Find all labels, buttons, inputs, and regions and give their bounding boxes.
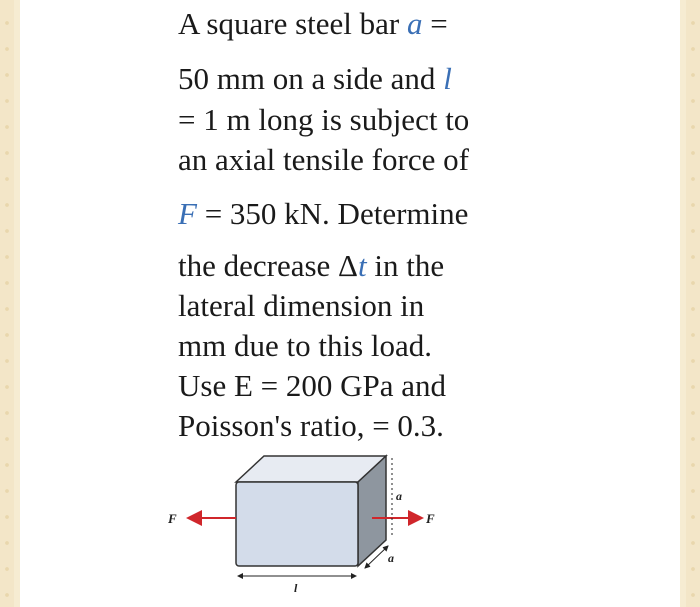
bar-figure	[160, 450, 450, 595]
left-decorative-border	[0, 0, 14, 607]
force-left-label: F	[168, 511, 177, 526]
force-right-label: F	[426, 511, 435, 526]
problem-line-2: 50 mm on a side and l	[178, 61, 452, 96]
problem-line-7: lateral dimension in	[178, 288, 425, 323]
length-dimension-label: l	[294, 581, 298, 595]
problem-line-9: Use E = 200 GPa and	[178, 368, 447, 403]
problem-line-5: F = 350 kN. Determine	[178, 196, 469, 231]
problem-line-6: the decrease Δt in the	[178, 248, 445, 283]
depth-dimension-label: a	[388, 551, 394, 565]
problem-line-3: = 1 m long is subject to	[178, 102, 470, 137]
height-dimension-label: a	[396, 489, 402, 503]
problem-line-1: A square steel bar a =	[178, 6, 448, 41]
problem-line-4: an axial tensile force of	[178, 142, 469, 177]
problem-line-10: Poisson's ratio, = 0.3.	[178, 408, 444, 443]
problem-line-8: mm due to this load.	[178, 328, 433, 363]
bar-front-face	[236, 482, 358, 566]
right-decorative-border	[686, 0, 700, 607]
